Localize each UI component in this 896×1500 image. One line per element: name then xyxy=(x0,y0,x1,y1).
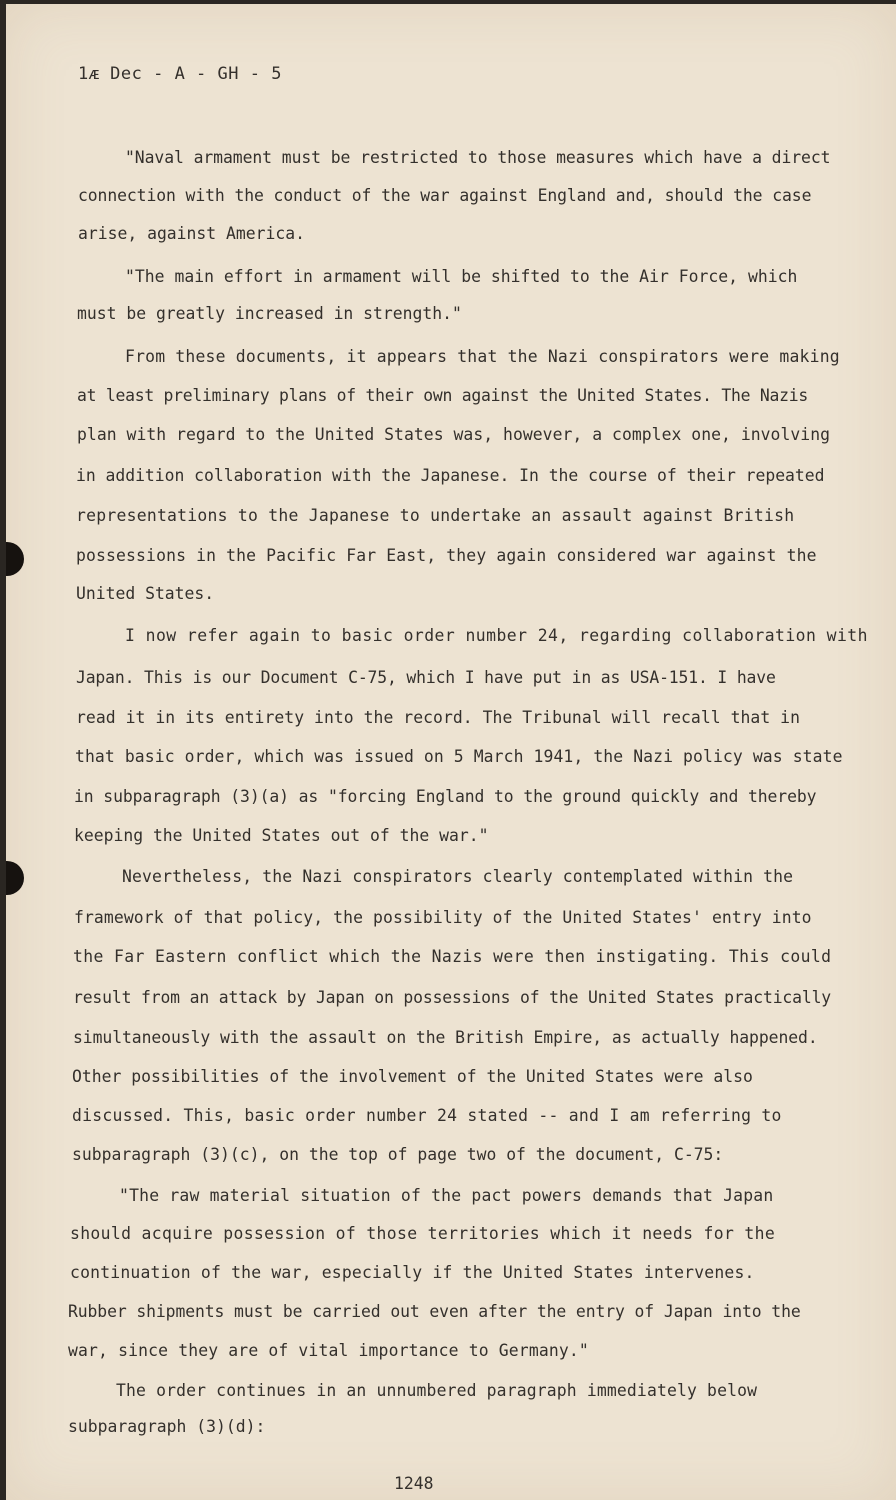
punch-hole-lower xyxy=(6,861,24,895)
text-line: simultaneously with the assault on the British Empire, as actually happened. xyxy=(73,1028,818,1047)
text-line: war, since they are of vital importance to Germany." xyxy=(68,1341,589,1360)
text-line: at least preliminary plans of their own against the United States. The Nazis xyxy=(77,386,808,405)
text-line: must be greatly increased in strength." xyxy=(77,304,462,323)
text-line: in addition collaboration with the Japanese. In the course of their repeated xyxy=(76,466,825,485)
text-line: The order continues in an unnumbered paragraph immediately below xyxy=(116,1381,758,1400)
text-line: that basic order, which was issued on 5 March 1941, the Nazi policy was state xyxy=(75,747,843,766)
text-line: subparagraph (3)(d): xyxy=(68,1417,266,1436)
text-line: "Naval armament must be restricted to those measures which have a direct xyxy=(125,148,831,167)
text-line: the Far Eastern conflict which the Nazis were then instigating. This could xyxy=(73,947,832,966)
text-line: in subparagraph (3)(a) as "forcing England to the ground quickly and thereby xyxy=(74,787,817,806)
text-line: continuation of the war, especially if the United States intervenes. xyxy=(70,1263,755,1282)
text-line: "The main effort in armament will be shifted to the Air Force, which xyxy=(125,267,798,286)
text-line: Other possibilities of the involvement of the United States were also xyxy=(72,1067,753,1086)
text-line: subparagraph (3)(c), on the top of page two of the document, C-75: xyxy=(72,1145,724,1164)
page-number: 1248 xyxy=(394,1474,434,1493)
text-line: possessions in the Pacific Far East, they again considered war against the xyxy=(76,546,817,565)
text-line: read it in its entirety into the record. The Tribunal will recall that in xyxy=(76,708,801,727)
text-line: Nevertheless, the Nazi conspirators clearly contemplated within the xyxy=(122,867,794,886)
text-line: Japan. This is our Document C-75, which I have put in as USA-151. I have xyxy=(76,668,776,687)
text-line: "The raw material situation of the pact powers demands that Japan xyxy=(119,1186,774,1205)
text-line: should acquire possession of those territories which it needs for the xyxy=(70,1224,776,1243)
text-line: Rubber shipments must be carried out even after the entry of Japan into the xyxy=(68,1302,801,1321)
document-reference: 1ᴁ Dec - A - GH - 5 xyxy=(78,64,282,84)
document-page xyxy=(6,4,896,1500)
text-line: United States. xyxy=(76,584,215,603)
text-line: I now refer again to basic order number 24, regarding collaboration with xyxy=(125,626,868,645)
text-line: connection with the conduct of the war against England and, should the case xyxy=(78,186,812,205)
text-line: keeping the United States out of the war." xyxy=(74,826,489,845)
text-line: From these documents, it appears that the Nazi conspirators were making xyxy=(125,347,840,366)
text-line: result from an attack by Japan on possessions of the United States practically xyxy=(73,988,832,1007)
text-line: plan with regard to the United States was, however, a complex one, involving xyxy=(77,425,831,444)
text-line: framework of that policy, the possibility of the United States' entry into xyxy=(74,908,812,927)
text-line: discussed. This, basic order number 24 stated -- and I am referring to xyxy=(72,1106,782,1125)
text-line: representations to the Japanese to undertake an assault against British xyxy=(76,506,795,525)
punch-hole-upper xyxy=(6,542,24,576)
text-line: arise, against America. xyxy=(78,224,305,243)
